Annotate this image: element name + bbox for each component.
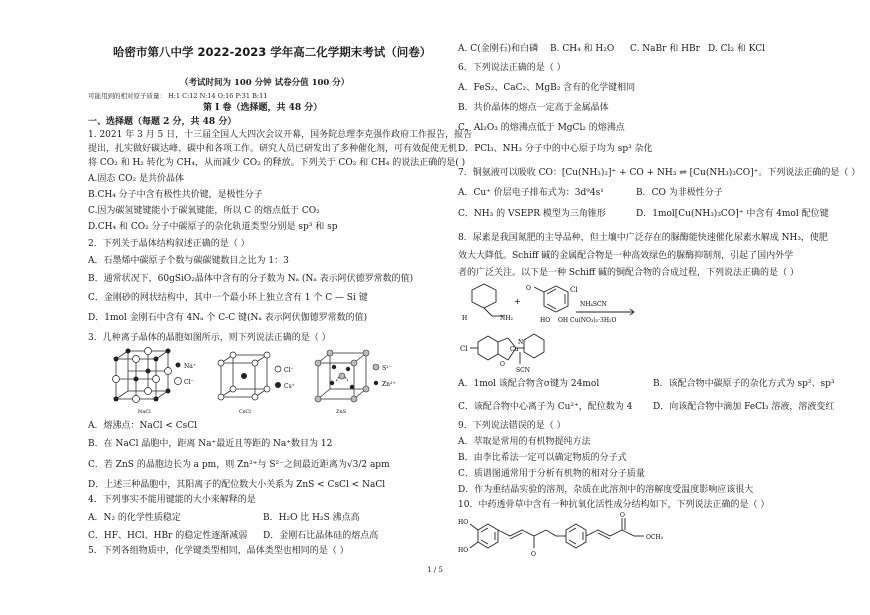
q9-option: C．质谱图通常用于分析有机物的相对分子质量 [458,469,645,479]
q6-option: C．Al₂O₃ 的熔沸点低于 MgCl₂ 的熔沸点 [458,123,625,133]
product-cl: Cl [460,345,468,353]
q1-line: 提出，扎实做好碳达峰、碳中和各项工作。研究人员已研发出了多种催化剂，可有效促使无机 [88,144,458,154]
exam-info: （考试时间为 100 分钟 试卷分值 100 分） [180,78,350,88]
label-cscl: CsCl [239,409,251,415]
q3-option: B．在 NaCl 晶胞中，距离 Na⁺最近且等距的 Na⁺数目为 12 [88,439,333,449]
q10-molecule [458,510,708,560]
label-ho-2: HO [458,547,469,554]
label-o-1: O [531,551,536,558]
legend-cl2: Cl⁻ [284,367,294,374]
q1-line: 1. 2021 年 3 月 5 日，十三届全国人大四次会议开幕，国务院总理李克强作政府工作报告，报告 [88,130,473,140]
page-number: 1 / 5 [427,566,443,574]
legend-cl: Cl⁻ [184,379,194,386]
label-och3: OCH₃ [646,534,664,541]
q4-option: B．H₂O 比 H₂S 沸点高 [263,513,360,523]
q9-stem: 9．下列说法错误的是（ ） [458,421,566,431]
svg-text:H: H [462,315,468,322]
label-ho: HO [540,317,551,324]
q1-option: A.固态 CO₂ 是共价晶体 [88,174,184,184]
q3-option: A．熔沸点：NaCl < CsCl [88,421,198,431]
q9-option: D．作为重结晶实验的溶剂，杂质在此溶剂中的溶解度受温度影响应该很大 [458,485,754,495]
q2-stem: 2．下列关于晶体结构叙述正确的是（ ） [88,239,250,249]
product-scn: SCN [516,367,530,372]
q6-stem: 6．下列说法正确的是（ ） [458,63,566,73]
q7-option: A．Cu⁺ 价层电子排布式为：3d⁹4s¹ [458,188,604,198]
product-n: N [518,339,524,346]
q2-option: A．石墨烯中碳原子个数与碳碳键数目之比为 1：3 [88,256,289,266]
q8-option: C．该配合物中心离子为 Cu²⁺，配位数为 4 [458,402,633,412]
label-o: O [526,285,531,292]
q3-option: D．上述三种晶胞中，其阳离子的配位数大小关系为 ZnS < CsCl < NaCl [88,480,386,490]
reagent-1: NH₄SCN [580,301,607,308]
product-cu: Cu [510,346,519,353]
section-heading: 第 I 卷（选择题，共 48 分） [203,103,323,113]
label-zns: ZnS [336,409,347,415]
svg-text:NH₂: NH₂ [500,315,513,322]
q1-option: D.CH₄ 和 CO₂ 分子中碳原子的杂化轨道类型分别是 sp³ 和 sp [88,222,338,232]
label-nacl: NaCl [138,409,151,415]
q5-stem: 5．下列各组物质中，化学键类型相同，晶体类型也相同的是（ ） [88,546,349,556]
q1-line: 将 CO₂ 和 H₂ 转化为 CH₄，从而减少 CO₂ 的释放。下列关于 CO₂ 和 CH₄ 的说法正确的是( ) [88,158,466,168]
q3-stem: 3．几种离子晶体的晶胞如图所示，则下列说法正确的是（ ） [88,333,331,343]
part-heading: 一、选择题（每题 2 分，共 48 分） [88,117,237,127]
q9-option: B．由李比希法一定可以确定物质的分子式 [458,453,627,463]
product-o: O [500,361,505,368]
q5-option: C. NaBr 和 HBr [630,44,700,54]
label-cl: Cl [570,286,578,294]
q6-option: D．PCl₃、NH₃ 分子中的中心原子均为 sp³ 杂化 [458,144,653,154]
q8-option: A．1mol 该配合物含σ键为 24mol [458,379,600,389]
plus-sign: + [514,297,521,306]
crystal-cells-figure [106,347,436,417]
reagent-2: Cu(NO₃)₂·3H₂O [570,317,617,324]
q4-stem: 4．下列事实不能用键能的大小来解释的是 [88,495,256,505]
q5-option: D. Cl₂ 和 KCl [708,44,765,54]
q2-option: B．通常状况下，60gSiO₂晶体中含有的分子数为 Nₐ (Nₐ 表示阿伏德罗常数的值) [88,274,414,284]
q6-option: B．共价晶体的熔点一定高于金属晶体 [458,103,609,113]
page-title: 哈密市第八中学 2022-2023 学年高二化学期末考试（问卷） [113,45,432,59]
q5-option: A. C(金刚石)和白磷 [458,44,539,54]
q8-line: 效大大降低。Schiff 碱的金属配合物是一种高效绿色的脲酶抑制剂，引起了国内外学 [458,251,794,261]
legend-zn: Zn²⁺ [382,381,396,388]
q8-line: 8．尿素是我国氮肥的主导品种，但土壤中广泛存在的脲酶能快速催化尿素水解成 NH₃，使肥 [458,233,828,243]
legend-cs: Cs⁺ [284,383,295,390]
q6-option: A．FeS₂、CaC₂、MgB₂ 含有的化学键相同 [458,83,636,93]
product-benzene [478,336,498,360]
q8-option: B．该配合物中碳原子的杂化方式为 sp²、sp³ [653,379,835,389]
q7-option: B．CO 为非极性分子 [636,188,723,198]
q7-option: C．NH₃ 的 VSEPR 模型为三角锥形 [458,209,606,219]
label-ho-1: HO [458,519,469,526]
q4-option: D．金刚石比晶体硅的熔点高 [263,531,379,541]
q3-option: C．若 ZnS 的晶胞边长为 a pm，则 Zn²⁺与 S²⁻之间最近距离为√3/2 apm [88,460,390,470]
atomic-masses: 可能用到的相对原子质量： H:1 C:12 N:14 O:16 P:31 B:11 [88,92,268,100]
q7-stem: 7．铜氨液可以吸收 CO：[Cu(NH₃)₂]⁺ + CO + NH₃ ⇌ [Cu(NH₃)₃CO]⁺。下列说法正确的是（ ） [458,168,861,178]
nacl-cell [116,351,168,399]
q4-option: A．N₂ 的化学性质稳定 [88,513,181,523]
legend-na: Na⁺ [184,363,196,370]
label-o-2: O [620,512,625,519]
q1-option: B.CH₄ 分子中含有极性共价键，是极性分子 [88,190,263,200]
q10-stem: 10．中药透骨草中含有一种抗氧化活性成分结构如下，下列说法正确的是（ ） [458,500,770,510]
piperidine-ring [472,284,496,308]
benzene-ring [544,286,568,312]
q4-option: C．HF、HCl、HBr 的稳定性逐渐减弱 [88,531,248,541]
label-oh: OH [558,317,569,324]
q7-option: D．1mol[Cu(NH₃)₃CO]⁺ 中含有 4mol 配位键 [636,209,829,219]
q5-option: B. CH₄ 和 H₂O [550,44,615,54]
q8-option: D．向该配合物中滴加 FeCl₃ 溶液，溶液变红 [653,402,835,412]
product-ring [524,334,544,358]
legend-s: S²⁻ [382,365,392,372]
q2-option: C．金刚砂的网状结构中，其中一个最小环上独立含有 1 个 C — Si 键 [88,293,368,303]
synthesis-scheme [458,282,638,372]
q2-option: D．1mol 金刚石中含有 4Nₐ 个 C-C 键(Nₐ 表示阿伏伽德罗常数的值) [88,313,368,323]
q9-option: A．萃取是常用的有机物提纯方法 [458,437,591,447]
q8-line: 者的广泛关注。以下是一种 Schiff 碱的铜配合物的合成过程，下列说法正确的是（ ） [458,268,799,278]
q1-option: C.因为碳氢键键能小于碳氧键能，所以 C 的熔点低于 CO₂ [88,206,320,216]
